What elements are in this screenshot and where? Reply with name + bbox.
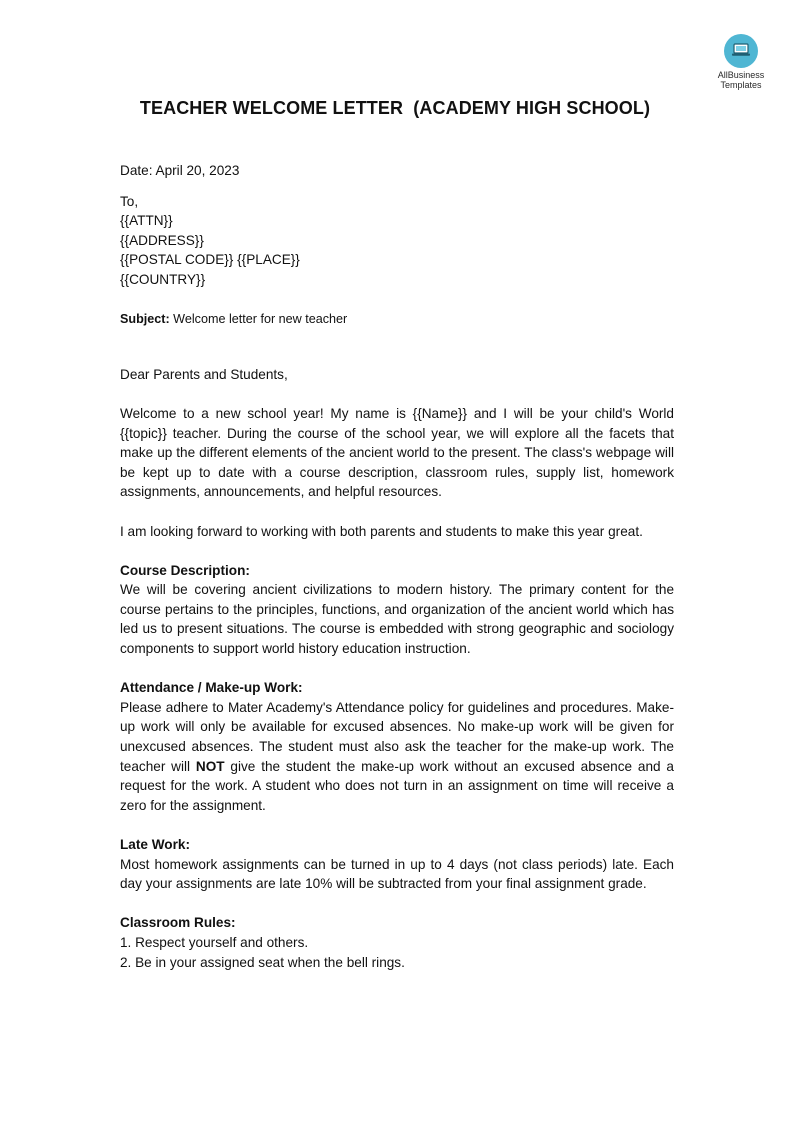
course-description-heading: Course Description: (120, 562, 250, 578)
allbusiness-templates-logo (708, 34, 774, 90)
subject-line (120, 309, 674, 330)
intro-paragraph: Welcome to a new school year! My name is {{Name}} and I will be your child's World {{topic}} teacher. During the course of the school year, we will explore all the facets that make up the different elements of the ancient world to the present. The class's webpage will be kept up to date with a course description, classroom rules, supply list, homework assignments, announcements, and helpful resources. (120, 405, 674, 500)
address-attn: {{ATTN}} (120, 213, 173, 229)
course-description-text: We will be covering ancient civilizations to modern history. The primary content for the course pertains to the principles, functions, and organization of the ancient world which has led us to present situations. The course is embedded with strong geographic and sociology components to support world history education instruction. (120, 582, 674, 657)
attendance-text-before: Please adhere to Mater Academy's Attendance policy for guidelines and procedures. Make-up work will only be available for excused absences. No make-up work will be given for unexcused absences. The student must also ask the teacher for the make-up work. The teacher will (120, 699, 674, 774)
logo-text-line1: AllBusiness (717, 70, 765, 80)
attendance-text (120, 698, 674, 816)
classroom-rule-item: 1. Respect yourself and others. (120, 934, 309, 950)
classroom-rule-item: 2. Be in your assigned seat when the bell rings. (120, 954, 405, 970)
attendance-emphasis: NOT (195, 758, 225, 774)
classroom-rules-heading: Classroom Rules: (120, 915, 236, 931)
late-work-heading: Late Work: (120, 837, 190, 852)
logo-text-line2: Templates (720, 80, 762, 90)
recipient-address (120, 192, 674, 290)
address-country: {{COUNTRY}} (120, 271, 206, 287)
attendance-text-after: give the student the make-up work without an excused absence and a request for the work. A student who does not turn in an assignment on time will receive a zero for the assignment. (120, 758, 674, 813)
subject-label: Subject: (120, 312, 170, 327)
address-to: To, (120, 193, 139, 209)
looking-forward-paragraph: I am looking forward to working with both parents and students to make this year great. (120, 523, 643, 539)
address-street: {{ADDRESS}} (120, 232, 204, 248)
laptop-icon (724, 34, 758, 68)
late-work-text: Most homework assignments can be turned in up to 4 days (not class periods) late. Each day your assignments are late 10% will be subtracted from your final assignment grade. (120, 856, 674, 892)
attendance-heading: Attendance / Make-up Work: (120, 680, 303, 696)
address-postal-place: {{POSTAL CODE}} {{PLACE}} (120, 252, 300, 268)
letter-body (120, 161, 674, 972)
letter-date: Date: April 20, 2023 (120, 163, 240, 178)
salutation: Dear Parents and Students, (120, 366, 288, 382)
subject-text: Welcome letter for new teacher (169, 312, 348, 327)
letter-title: TEACHER WELCOME LETTER (ACADEMY HIGH SCHOOL) (139, 98, 651, 118)
